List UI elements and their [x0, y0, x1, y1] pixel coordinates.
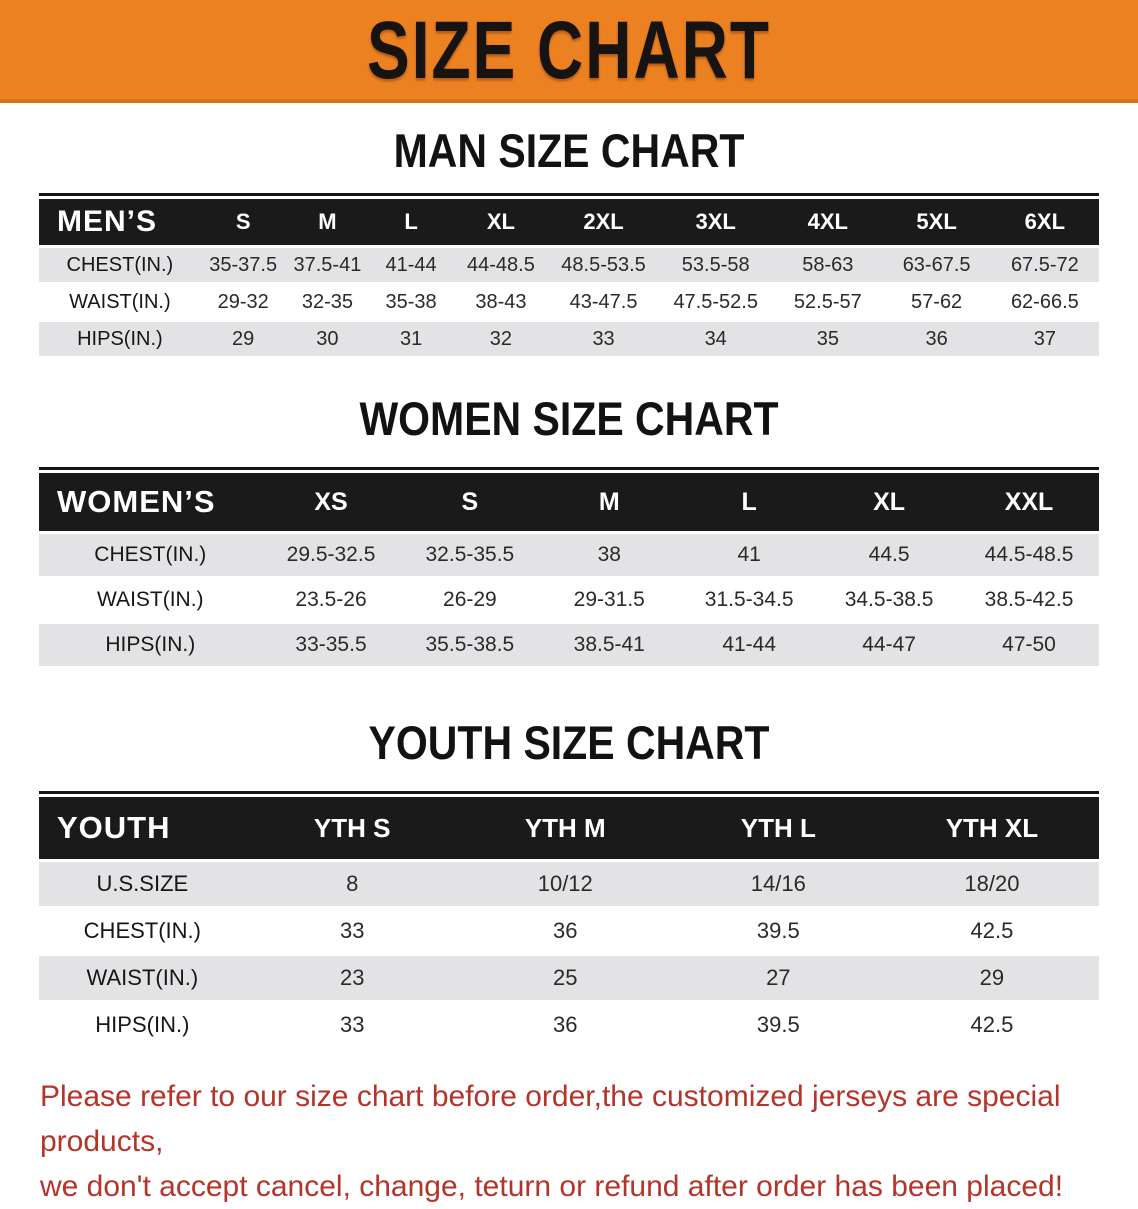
youth-size-header: YTH S: [246, 797, 459, 859]
row-label: HIPS(IN.): [39, 322, 201, 356]
men-size-header: 5XL: [883, 199, 991, 245]
man-size-chart-heading: [0, 124, 1138, 178]
women-header-row: [39, 473, 1099, 531]
size-value: 33: [246, 909, 459, 953]
women-heading-text: WOMEN SIZE CHART: [359, 392, 779, 446]
size-value: 35: [773, 322, 882, 356]
disclaimer-line-2: we don't accept cancel, change, teturn or refund after order has been placed!: [40, 1170, 1064, 1203]
youth-size-header: YTH M: [459, 797, 672, 859]
size-value: 57-62: [883, 285, 991, 319]
size-chart-banner: [0, 0, 1138, 103]
women-size-header: XL: [819, 473, 959, 531]
size-value: 47-50: [959, 624, 1099, 666]
women-size-header: S: [400, 473, 539, 531]
size-value: 34.5-38.5: [819, 579, 959, 621]
size-value: 23.5-26: [262, 579, 401, 621]
size-value: 35.5-38.5: [400, 624, 539, 666]
women-measure-row: [39, 624, 1099, 666]
youth-group-label: YOUTH: [39, 797, 246, 859]
disclaimer-line-1: Please refer to our size chart before order,the customized jerseys are special products,: [40, 1080, 1061, 1158]
men-size-header: XL: [453, 199, 549, 245]
size-value: 26-29: [400, 579, 539, 621]
man-heading-text: MAN SIZE CHART: [393, 124, 745, 178]
youth-heading-text: YOUTH SIZE CHART: [368, 716, 770, 770]
size-value: 39.5: [672, 909, 885, 953]
youth-size-table: [39, 791, 1099, 1050]
mens-size-table: [39, 193, 1099, 359]
youth-table: [39, 794, 1099, 1050]
men-size-header: 3XL: [658, 199, 773, 245]
size-value: 53.5-58: [658, 248, 773, 282]
size-value: 43-47.5: [549, 285, 658, 319]
row-label: U.S.SIZE: [39, 862, 246, 906]
size-value: 41-44: [679, 624, 819, 666]
size-value: 38: [539, 534, 679, 576]
size-value: 36: [459, 909, 672, 953]
size-value: 36: [883, 322, 991, 356]
size-value: 32.5-35.5: [400, 534, 539, 576]
size-value: 32: [453, 322, 549, 356]
size-value: 47.5-52.5: [658, 285, 773, 319]
size-value: 44-48.5: [453, 248, 549, 282]
youth-measure-row: [39, 1003, 1099, 1047]
size-value: 38-43: [453, 285, 549, 319]
youth-size-chart-heading: [0, 716, 1138, 770]
size-value: 33-35.5: [262, 624, 401, 666]
men-size-header: 2XL: [549, 199, 658, 245]
size-value: 18/20: [885, 862, 1099, 906]
men-measure-row: [39, 285, 1099, 319]
men-group-label: MEN’S: [39, 199, 201, 245]
size-value: 29-32: [201, 285, 286, 319]
size-value: 38.5-41: [539, 624, 679, 666]
size-value: 58-63: [773, 248, 882, 282]
size-value: 39.5: [672, 1003, 885, 1047]
size-value: 29: [885, 956, 1099, 1000]
men-table: [39, 196, 1099, 359]
size-value: 41: [679, 534, 819, 576]
women-size-header: L: [679, 473, 819, 531]
size-value: 36: [459, 1003, 672, 1047]
size-value: 44.5-48.5: [959, 534, 1099, 576]
order-disclaimer: [40, 1074, 1108, 1209]
youth-size-header: YTH L: [672, 797, 885, 859]
size-value: 33: [246, 1003, 459, 1047]
women-measure-row: [39, 579, 1099, 621]
size-value: 29-31.5: [539, 579, 679, 621]
women-size-header: XS: [262, 473, 401, 531]
row-label: CHEST(IN.): [39, 909, 246, 953]
size-value: 34: [658, 322, 773, 356]
size-value: 42.5: [885, 909, 1099, 953]
men-measure-row: [39, 248, 1099, 282]
size-value: 52.5-57: [773, 285, 882, 319]
women-measure-row: [39, 534, 1099, 576]
women-table: [39, 470, 1099, 669]
men-size-header: S: [201, 199, 286, 245]
size-value: 44.5: [819, 534, 959, 576]
women-size-header: M: [539, 473, 679, 531]
size-value: 42.5: [885, 1003, 1099, 1047]
youth-measure-row: [39, 956, 1099, 1000]
size-value: 30: [286, 322, 370, 356]
size-value: 31: [369, 322, 453, 356]
men-measure-row: [39, 322, 1099, 356]
size-value: 29: [201, 322, 286, 356]
size-value: 35-37.5: [201, 248, 286, 282]
row-label: WAIST(IN.): [39, 956, 246, 1000]
row-label: CHEST(IN.): [39, 248, 201, 282]
row-label: WAIST(IN.): [39, 285, 201, 319]
men-size-header: 6XL: [991, 199, 1099, 245]
size-value: 31.5-34.5: [679, 579, 819, 621]
size-value: 32-35: [286, 285, 370, 319]
youth-size-header: YTH XL: [885, 797, 1099, 859]
size-value: 10/12: [459, 862, 672, 906]
banner-title: SIZE CHART: [367, 3, 771, 96]
size-value: 63-67.5: [883, 248, 991, 282]
size-value: 37: [991, 322, 1099, 356]
womens-size-table: [39, 467, 1099, 669]
size-value: 44-47: [819, 624, 959, 666]
men-header-row: [39, 199, 1099, 245]
row-label: HIPS(IN.): [39, 624, 262, 666]
size-value: 33: [549, 322, 658, 356]
size-value: 62-66.5: [991, 285, 1099, 319]
size-value: 23: [246, 956, 459, 1000]
women-group-label: WOMEN’S: [39, 473, 262, 531]
men-size-header: M: [286, 199, 370, 245]
size-value: 48.5-53.5: [549, 248, 658, 282]
youth-header-row: [39, 797, 1099, 859]
size-value: 25: [459, 956, 672, 1000]
row-label: CHEST(IN.): [39, 534, 262, 576]
youth-measure-row: [39, 862, 1099, 906]
size-value: 38.5-42.5: [959, 579, 1099, 621]
size-value: 41-44: [369, 248, 453, 282]
size-value: 35-38: [369, 285, 453, 319]
men-size-header: L: [369, 199, 453, 245]
size-value: 37.5-41: [286, 248, 370, 282]
row-label: WAIST(IN.): [39, 579, 262, 621]
size-value: 14/16: [672, 862, 885, 906]
youth-measure-row: [39, 909, 1099, 953]
row-label: HIPS(IN.): [39, 1003, 246, 1047]
size-value: 29.5-32.5: [262, 534, 401, 576]
size-value: 8: [246, 862, 459, 906]
women-size-chart-heading: [0, 392, 1138, 446]
women-size-header: XXL: [959, 473, 1099, 531]
size-value: 67.5-72: [991, 248, 1099, 282]
men-size-header: 4XL: [773, 199, 882, 245]
size-value: 27: [672, 956, 885, 1000]
